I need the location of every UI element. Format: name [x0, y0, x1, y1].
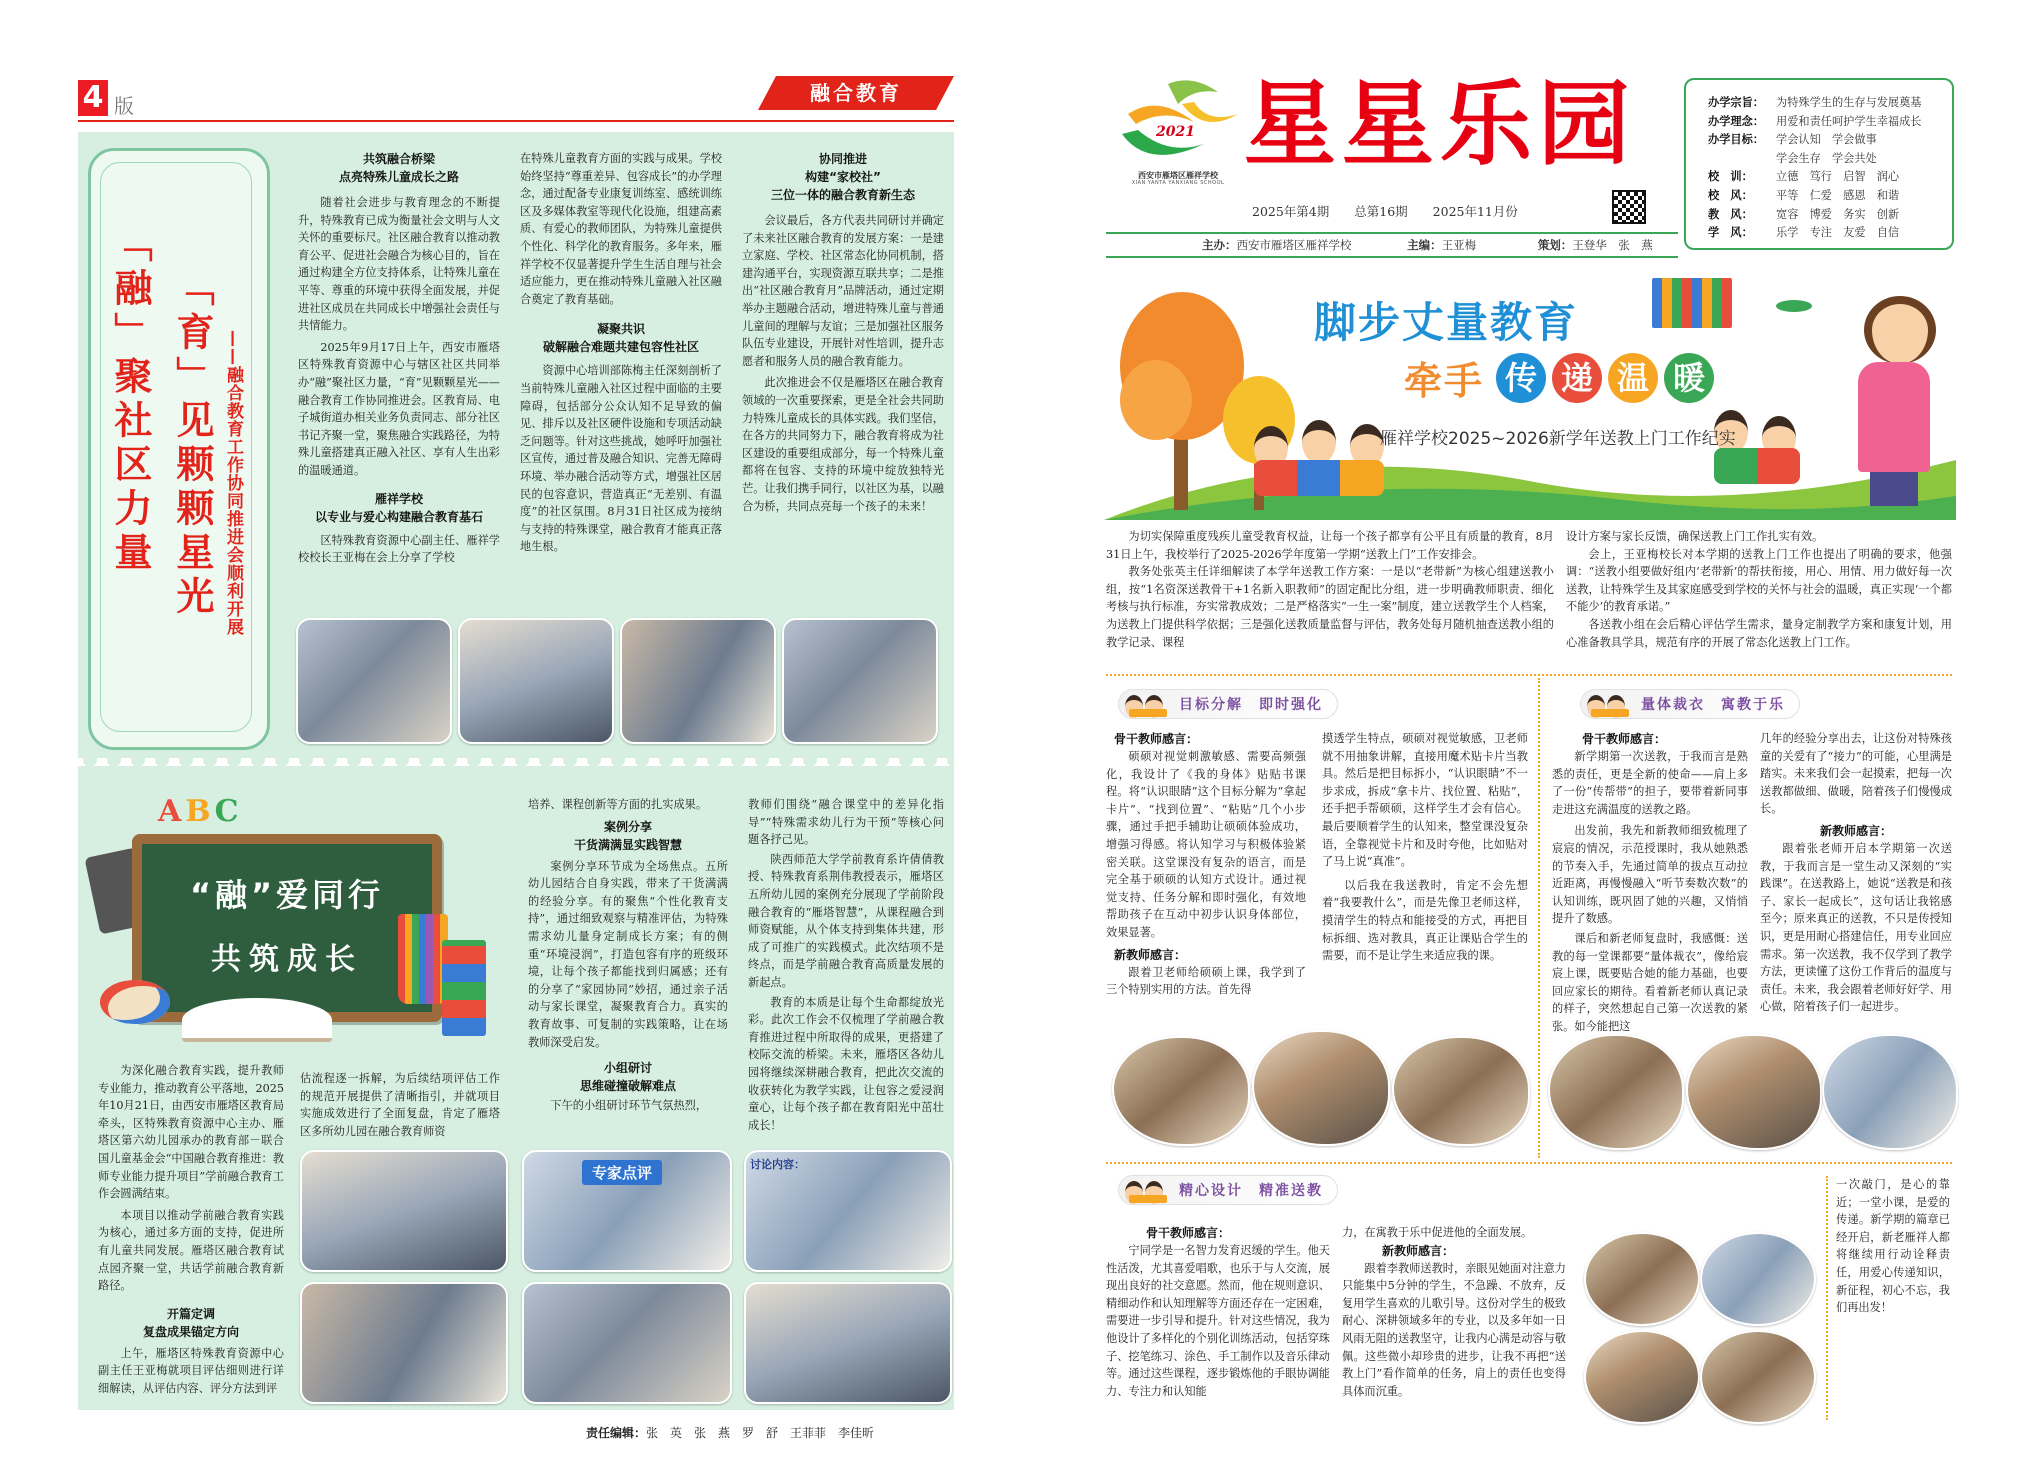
paragraph: 估流程逐一拆解，为后续结项评估工作的规范开展提供了清晰指引，并就项目实施成效进行了全面复盘，肯定了雁塔区多所幼儿园在融合教育师资 [300, 1072, 500, 1138]
paragraph: 设计方案与家长反馈，确保送教上门工作扎实有效。 [1566, 530, 1824, 543]
paragraph: 宁同学是一名智力发育迟缓的学生。他天性活泼，尤其喜爱唱歌，也乐于与人交流，展现出良好的社交意愿。然而，他在规则意识、精细动作和认知理解等方面还存在一定困难，需要进一步引导和提升。针对这些情况，我为他设计了多样化的个别化训练活动，包括穿珠子、挖笔练习、涂色、手工制作以及音乐律动等。通过这些课程，逐步锻炼他的手眼协调能力、专注力和认知能 [1106, 1244, 1330, 1398]
section-1-col-2 [1322, 730, 1528, 965]
paragraph: 陕西师范大学学前教育系许倩倩教授、特殊教育系荆伟教授表示，雁塔区五所幼儿园的案例充分展现了学前阶段融合教育的“雁塔智慧”，从课程融合到师资赋能，从个体支持到集体共建，形成了可推广的实践模式。此次结项不是终点，而是学前融合教育高质量发展的新起点。 [748, 852, 944, 989]
col1-body [298, 194, 500, 480]
discussion-board-label: 讨论内容： [750, 1158, 805, 1171]
bottom-col2-body [300, 1070, 500, 1140]
bottom-col3-body-3 [528, 1097, 728, 1115]
section-3-body-3 [1342, 1260, 1566, 1401]
col1-heading-1: 共筑融合桥梁 [362, 152, 435, 166]
motto-value: 用爱和责任呵护学生幸福成长 [1776, 114, 1922, 128]
paragraph: 硕硕对视觉刺激敏感、需要高频强化，我设计了《我的身体》贴贴书课程。将“认识眼睛”这个目标分解为“拿起卡片”、“找到位置”、“粘贴”几个小步骤，通过手把手辅助让硕硕体验成功，增强习得感。将认知学习与积极体验紧密关联。这堂课没有复杂的语言，而是完全基于硕硕的认知方式设计。通过视觉支持、任务分解和即时强化，有效地帮助孩子在互动中初步认识身体部位，效果显著。 [1106, 750, 1306, 939]
open-book-icon [182, 998, 332, 1042]
teaching-photo-10 [1700, 1330, 1816, 1424]
intro-body-2 [1566, 528, 1952, 651]
section-3-body-2 [1342, 1224, 1566, 1242]
motto-row [1708, 168, 1952, 187]
paragraph: 此次推进会不仅是雁塔区在融合教育领域的一次重要探索，更是全社会共同助力特殊儿童成长的具体实践。我们坚信，在各方的共同努力下，融合教育将成为社区建设的重要组成部分，每一个特殊儿童都将在包容、支持的环境中绽放独特光芒。让我们携手同行，以社区为基，以融合为桥，共同点亮每一个孩子的未来！ [742, 376, 944, 513]
motto-label: 办学宗旨： [1708, 96, 1764, 109]
section-tag [758, 76, 954, 110]
left-col-3 [742, 150, 944, 515]
editors-line [586, 1424, 874, 1441]
col2-heading-2: 破解融合难题共建包容性社区 [542, 340, 699, 355]
motto-list [1708, 94, 1952, 243]
dotted-divider-top [1106, 674, 1952, 676]
hero-title-2-prefix: 牵手 [1404, 359, 1485, 403]
banner-line-2: 「融」聚社区力量 [108, 224, 152, 576]
editors-label: 责任编辑： [586, 1426, 647, 1440]
bottom-col1-body [98, 1062, 284, 1295]
paragraph: 跟着卫老师给硕硕上课，我学到了三个特别实用的方法。首先得 [1106, 965, 1306, 997]
header-rule [78, 120, 954, 122]
paragraph: 随着社会进步与教育理念的不断提升，特殊教育已成为衡量社会文明与人文关怀的重要标尺。社区融合教育以推动教育公平、促进社会融合为核心目的，旨在通过构建全方位支持体系，让特殊儿童在平等、尊重的环境中获得全面发展，并促进社区成员在共同成长中增强社会责任与共情能力。 [298, 196, 500, 333]
motto-row [1708, 150, 1952, 169]
paragraph: 培养、课程创新等方面的扎实成果。 [528, 798, 708, 811]
kids-reading-icon [1587, 691, 1633, 717]
section-3-body-1 [1106, 1242, 1330, 1400]
bottom-col3-body [528, 796, 728, 814]
paragraph: 以后我在我送教时，肯定不会先想着“我要教什么”，而是先像卫老师这样，摸清学生的特点和能接受的方式，再把目标拆细、选对教具，真正让课贴合学生的需要，而不是让学生来适应我的课。 [1322, 878, 1528, 963]
paragraph: 区特殊教育资源中心副主任、雁祥学校校长王亚梅在会上分享了学校 [298, 533, 500, 565]
page-number-badge [78, 80, 108, 116]
motto-label [1708, 150, 1776, 169]
book-stack-icon [442, 940, 486, 1036]
paragraph: 几年的经验分享出去，让这份对特殊孩童的关爱有了“接力”的可能，心里满是踏实。未来我们会一起摸索，把每一次送教都做细、做暖，陪着孩子们慢慢成长。 [1760, 732, 1952, 816]
motto-row [1708, 131, 1952, 150]
paragraph: 一次敲门，是心的靠近；一堂小课，是爱的传递。新学期的篇章已经开启，新老雁祥人都将继续用行动诠释责任，用爱心传递知识，新征程，初心不忘，我们再出发！ [1836, 1178, 1950, 1315]
motto-row [1708, 187, 1952, 206]
paragraph: 上午，雁塔区特殊教育资源中心副主任王亚梅就项目评估细则进行详细解读，从评估内容、评分方法到评 [98, 1346, 284, 1395]
chalkboard [132, 834, 442, 1022]
col2-heading-1: 凝聚共识 [596, 322, 645, 337]
chalkboard-line-2: 共筑成长 [211, 942, 363, 977]
col1-body-2 [298, 532, 500, 567]
bottom-col3-heading-2: 干货满满显实践智慧 [573, 837, 682, 852]
paragraph: 各送教小组在会后精心评估学生需求，量身定制教学方案和康复计划，用心准备教具学具，规范有序的开展了常态化送教上门工作。 [1566, 617, 1952, 649]
school-logo [1108, 74, 1248, 188]
teaching-photo-7 [1584, 1232, 1700, 1326]
motto-value: 为特殊学生的生存与发展奠基 [1776, 96, 1922, 109]
qr-code [1612, 190, 1646, 224]
section-3-heading-2: 新教师感言： [1382, 1243, 1455, 1258]
hero-title-1: 脚步丈量教育 [1314, 298, 1579, 347]
paragraph: 资源中心培训部陈梅主任深刻剖析了当前特殊儿童融入社区过程中面临的主要障碍，包括部分公众认知不足导致的偏见、排斥以及社区硬件设施和专项活动缺乏问题等。针对这些挑战，她呼吁加强社区宣传，通过普及融合知识、完善无障碍环境、举办融合活动等方式，增强社区居民的包容意识，营造真正“无差别、有温度”的社区氛围。8月31日社区成为接纳与支持的特殊课堂，融合教育才能真正落地生根。 [520, 364, 722, 554]
issue-line: 2025年第4期 总第16期 2025年11月份 [1252, 204, 1518, 219]
section-1-heading-1: 骨干教师感言： [1114, 732, 1199, 746]
paragraph: 教务处张英主任详细解读了本学年送教工作方案：一是以“老带新”为核心组建送教小组，按“1名资深送教骨干+1名新入职教师”的固定配比分组，进一步明确教师职责、细化考核与执行标准，夯实常教成效；二是严格落实“一生一案”制度，建立送教学生个人档案，为送教上门提供科学依据；三是强化送教质量监督与评估，教务处每月随机抽查送教小组的教学记录、课程 [1106, 565, 1554, 649]
hero-char-badge: 温 [1608, 353, 1658, 403]
editor-value: 王亚梅 [1441, 238, 1477, 252]
intro-col-1 [1106, 528, 1554, 651]
motto-row [1708, 206, 1952, 225]
paragraph: 本项目以推动学前融合教育实践为核心，通过多方面的支持，促进所有儿童共同发展。雁塔区融合教育试点园齐聚一堂，共话学前融合教育新路径。 [98, 1208, 284, 1293]
left-col-2 [520, 150, 722, 556]
workshop-photo-1 [300, 1150, 508, 1272]
banner-line-1: 「育」见颗颗星光 [170, 268, 214, 620]
teaching-photo-3 [1392, 1036, 1530, 1146]
section-3-body-4 [1836, 1176, 1950, 1317]
discussion-photo [744, 1150, 952, 1272]
left-bottom-col-2 [300, 1070, 500, 1140]
section-3-col-1 [1106, 1224, 1330, 1400]
hero-char-badge: 传 [1496, 353, 1546, 403]
teaching-photo-4 [1548, 1034, 1684, 1150]
section-1-pill [1118, 689, 1338, 719]
group-photo [744, 1282, 952, 1404]
col3-body [742, 212, 944, 515]
motto-value: 乐学 专注 友爱 自信 [1776, 226, 1900, 240]
teaching-photo-1 [1112, 1036, 1250, 1146]
section-3-header [1118, 1174, 1338, 1206]
meeting-photo-1 [296, 618, 452, 744]
motto-value: 平等 仁爱 感恩 和谐 [1776, 188, 1900, 202]
section-2-heading-2: 新教师感言： [1819, 823, 1892, 838]
motto-label: 校 风： [1708, 188, 1753, 202]
motto-label: 教 风： [1708, 207, 1753, 221]
section-1-header [1118, 688, 1338, 720]
section-tag-label: 融合教育 [810, 81, 902, 105]
letter-block: C [214, 794, 239, 829]
banner-subtitle: ——融合教育工作协同推进会顺利开展 [223, 330, 243, 636]
sponsor-label: 主办： [1202, 238, 1237, 252]
letter-block: B [185, 794, 211, 829]
col1-heading-4: 以专业与爱心构建融合教育基石 [314, 509, 483, 524]
hero-title-2 [1404, 350, 1714, 405]
paint-palette-icon [100, 980, 170, 1024]
paragraph: 下午的小组研讨环节气氛热烈， [550, 1099, 708, 1113]
chalkboard-illustration [92, 790, 512, 1052]
bottom-col1-heading-2: 复盘成果锚定方向 [142, 1324, 239, 1339]
dotted-divider-vertical [1538, 678, 1540, 1158]
col1-heading-2: 点亮特殊儿童成长之路 [338, 170, 459, 184]
paragraph: 为切实保障重度残疾儿童受教育权益，让每一个孩子都享有公平且有质量的教育，8月31日上午，我校举行了2025-2026学年度第一学期“送教上门”工作安排会。 [1106, 530, 1554, 561]
paragraph: 在特殊儿童教育方面的实践与成果。学校始终坚持“尊重差异、包容成长”的办学理念，通过配备专业康复训练室、感统训练区及多媒体教室等现代化设施，组建高素质、有爱心的教师团队，为特殊儿童提供个性化、科学化的教育服务。多年来，雁祥学校不仅显著提升学生生活自理与社会适应能力，更在推动特殊儿童融入社区融合奠定了教育基础。 [520, 152, 722, 306]
section-1-body-3 [1322, 730, 1528, 965]
motto-value: 立德 笃行 启智 润心 [1776, 170, 1900, 184]
teacher-illustration [1844, 290, 1944, 510]
motto-label: 学 风： [1708, 226, 1753, 240]
section-3-pill [1118, 1175, 1338, 1205]
teaching-photo-6 [1822, 1034, 1958, 1150]
section-1-body-2 [1106, 964, 1306, 999]
left-col-1 [298, 150, 500, 567]
col1-heading-3: 雁祥学校 [374, 491, 423, 506]
hero-char-badge: 递 [1552, 353, 1602, 403]
paragraph: 力，在寓教于乐中促进他的全面发展。 [1342, 1226, 1533, 1239]
page-number-suffix: 版 [114, 94, 134, 118]
col3-heading-1: 协同推进 [818, 152, 867, 166]
teaching-photo-8 [1700, 1232, 1816, 1326]
paragraph: 跟着张老师开启本学期第一次送教，于我而言是一堂生动又深刻的“实践课”。在送教路上，她说“送教是和孩子、家长一起成长”，这句话让我铭感至今；原来真正的送教，不只是传授知识，更是用耐心搭建信任，用专业回应需求。第一次送教，我不仅学到了教学方法，更读懂了这份工作背后的温度与责任。未来，我会跟着老师好好学、用心做，陪着孩子们一起进步。 [1760, 841, 1952, 1014]
bottom-col3-heading-3: 小组研讨 [603, 1061, 652, 1076]
logo-school-name: 西安市雁塔区雁祥学校 [1138, 171, 1218, 180]
sponsor-value: 西安市雁塔区雁祥学校 [1236, 238, 1352, 252]
meeting-photo-2 [458, 618, 614, 744]
left-bottom-col-1 [98, 1062, 284, 1398]
planner-value: 王登华 张 燕 [1572, 238, 1653, 252]
paragraph: 会上，王亚梅校长对本学期的送教上门工作也提出了明确的要求，他强调：“送教小组要做好组内‘老带新’的帮扶衔接，用心、用情、用力做好每一次送教，让特殊学生及其家庭感受到学校的关怀与社会的温暖，真正实现‘一个都不能少’的教育承诺。” [1566, 547, 1952, 614]
expert-photo [522, 1150, 732, 1272]
intro-body-1 [1106, 528, 1554, 651]
expert-board-label: 专家点评 [582, 1160, 662, 1185]
meeting-photo-4 [782, 618, 938, 744]
section-3-col-3 [1836, 1176, 1950, 1317]
paragraph: 跟着李教师送教时，亲眼见她面对注意力只能集中5分钟的学生，不急躁、不放弃，反复用学生喜欢的儿歌引导。这份对学生的极致耐心、深耕领域多年的专业，以及多年如一日风雨无阻的送教坚守，让我内心满是动容与敬佩。这些微小却珍贵的进步，让我不再把“送教上门”看作简单的任务，肩上的责任也变得具体而沉重。 [1342, 1261, 1566, 1398]
dotted-divider-middle [1106, 1162, 1952, 1164]
section-1-heading-2: 新教师感言： [1114, 947, 1187, 962]
section-2-body-3 [1760, 840, 1952, 1016]
workshop-photo-3 [522, 1282, 732, 1404]
meeting-photo-3 [620, 618, 776, 744]
motto-value: 学会认知 学会做事 [1776, 133, 1877, 147]
bottom-col3-heading-1: 案例分享 [603, 819, 652, 834]
paragraph: 会议最后，各方代表共同研讨并确定了未来社区融合教育的发展方案：一是建立家庭、学校、社区常态化协同机制，搭建沟通平台，实现资源互联共享；二是推出“社区融合教育月”品牌活动，通过定期举办主题融合活动，增进特殊儿童与普通儿童间的理解与友谊；三是加强社区服务队伍专业建设，开展针对性培训，提升志愿者和服务人员的融合教育能力。 [742, 214, 944, 368]
hero-banner [1104, 270, 1956, 520]
workshop-photo-2 [300, 1282, 508, 1404]
bottom-col3-heading-4: 思维碰撞破解难点 [579, 1079, 676, 1094]
bottom-col3-body-2 [528, 858, 728, 1052]
chalkboard-line-1: “融”爱同行 [189, 876, 385, 914]
paragraph: 教育的本质是让每个生命都绽放光彩。此次工作会不仅梳理了学前融合教育推进过程中所取得的成果，更搭建了校际交流的桥梁。未来，雁塔区各幼儿园将继续深耕融合教育，把此次交流的收获转化为教学实践，让包容之爱浸润童心，让每个孩子都在教育阳光中茁壮成长！ [748, 995, 944, 1132]
motto-box [1684, 78, 1954, 250]
masthead-title: 星星乐园 [1244, 71, 1637, 178]
section-3-col-2 [1342, 1224, 1566, 1400]
paragraph: 教师们围绕“融合课堂中的差异化指导”“特殊需求幼儿行为干预”等核心问题各抒己见。 [748, 798, 944, 847]
section-3-title: 精心设计 精准送教 [1179, 1183, 1323, 1199]
kids-reading-icon [1125, 691, 1171, 717]
paragraph: 课后和新老师复盘时，我感慨：送教的每一堂课都要“量体裁衣”，像给宸宸上课，既要贴合她的能力基础，也要回应家长的期待。看着新老师认真记录的样子，突然想起自己第一次送教的紧张。如今能把这 [1552, 931, 1748, 1033]
left-bottom-col-3 [528, 796, 728, 1115]
motto-value: 宽容 博爱 务实 创新 [1776, 207, 1900, 221]
col2-body [520, 150, 722, 308]
paragraph: 案例分享环节成为全场焦点。五所幼儿园结合自身实践，带来了干货满满的经验分享。有的聚焦“个性化教育支持”，通过细致观察与精准评估，为特殊需求幼儿量身定制成长方案；有的侧重“环境浸润”，打造包容有序的班级环境，让每个孩子都能找到归属感；还有的分享了“家园协同”妙招，通过亲子活动与家长课堂，凝聚教育合力。真实的教育故事、可复制的实践策略，让在场教师深受启发。 [528, 859, 728, 1049]
credits-bar [1106, 232, 1678, 258]
section-1-col-1 [1106, 730, 1306, 999]
teaching-photo-5 [1686, 1034, 1822, 1150]
editors-names: 张 英 张 燕 罗 舒 王菲菲 李佳昕 [646, 1426, 875, 1440]
col3-heading-2: 构建“家校社” [805, 170, 881, 184]
motto-label: 校 训： [1708, 170, 1753, 184]
intro-col-2 [1566, 528, 1952, 651]
section-2-col-2 [1760, 730, 1952, 1016]
col3-heading-3: 三位一体的融合教育新生态 [770, 188, 915, 202]
section-2-body-2 [1760, 730, 1952, 818]
bottom-col4-body [748, 796, 944, 1134]
logo-year: 2021 [1156, 124, 1195, 140]
motto-value: 学会生存 学会共处 [1776, 151, 1877, 165]
motto-row [1708, 94, 1952, 113]
section-3-vertical-rule [1826, 1176, 1828, 1420]
pencil-cup-icon [398, 914, 448, 1004]
paragraph: 为深化融合教育实践，提升教师专业能力，推动教育公平落地，2025年10月21日，由西安市雁塔区教育局牵头，区特殊教育资源中心主办、雁塔区第六幼儿园承办的教育部－联合国儿童基金会“中国融合教育推进：教师专业能力提升项目”学前融合教育工作会圆满结束。 [98, 1064, 284, 1201]
left-bottom-col-4 [748, 796, 944, 1134]
kids-reading-icon [1125, 1177, 1171, 1203]
teaching-photo-9 [1584, 1330, 1700, 1424]
letter-block: A [158, 794, 182, 829]
col2-body-2 [520, 362, 722, 556]
section-2-body-1 [1552, 748, 1748, 1036]
bottom-col1-heading-1: 开篇定调 [166, 1306, 215, 1321]
motto-row [1708, 113, 1952, 132]
paragraph: 2025年9月17日上午，西安市雁塔区特殊教育资源中心与辖区社区共同举办“融”聚社区力量，“育”见颗颗星光——融合教育工作协同推进会。区教育局、电子城街道办相关业务负责同志、部分社区书记齐聚一堂，聚焦融合实践路径，为特殊儿童搭建真正融入社区、享有人生出彩的温暖通道。 [298, 340, 500, 477]
section-2-title: 量体裁衣 寓教于乐 [1641, 697, 1785, 713]
books-icon [1652, 278, 1732, 328]
section-2-heading-1: 骨干教师感言： [1582, 732, 1667, 746]
paragraph: 摸透学生特点，硕硕对视觉敏感，卫老师就不用抽象讲解，直接用魔术贴卡片当教具。然后是把目标拆小，“认识眼睛”不一步求成，拆成“拿卡片、找位置、粘贴”，还手把手帮硕硕，这样学生才会有信心。最后要顺着学生的认知来，整堂课没复杂语，全靠视觉卡片和及时夸他，比如贴对了马上说“真准”。 [1322, 732, 1528, 869]
section-2-pill [1580, 689, 1800, 719]
logo-emblem [1108, 74, 1248, 170]
section-1-title: 目标分解 即时强化 [1179, 697, 1323, 713]
logo-school-name-en: XIAN YANTA YANXIANG SCHOOL [1131, 180, 1225, 186]
section-2-header [1580, 688, 1800, 720]
section-3-heading-1: 骨干教师感言： [1146, 1226, 1231, 1240]
editor-label: 主编： [1407, 238, 1442, 252]
section-2-col-1 [1552, 730, 1748, 1036]
abc-letters [158, 794, 239, 829]
hero-char-badge: 暖 [1664, 353, 1714, 403]
motto-label: 办学目标： [1708, 133, 1764, 147]
hero-subtitle: 雁祥学校2025~2026新学年送教上门工作纪实 [1380, 429, 1736, 449]
planner-label: 策划： [1537, 238, 1573, 252]
page-number: 4 [82, 80, 104, 115]
motto-label: 办学理念： [1708, 114, 1764, 128]
teaching-photo-2 [1252, 1030, 1390, 1146]
paragraph: 新学期第一次送教，于我而言是熟悉的责任，更是全新的使命——肩上多了一份“传帮带”的担子，要带着新同事走进这充满温度的送教之路。 [1552, 750, 1748, 816]
bottom-col1-body-2 [98, 1345, 284, 1398]
paragraph: 出发前，我先和新教师细致梳理了宸宸的情况，示范授课时，我从她熟悉的节奏入手，先通过简单的拔点互动拉近距离，再慢慢融入“听节奏数次数”的认知训练，既巩固了她的兴趣，又悄悄提升了数感。 [1552, 824, 1748, 926]
motto-row [1708, 224, 1952, 243]
section-1-body-1 [1106, 748, 1306, 942]
